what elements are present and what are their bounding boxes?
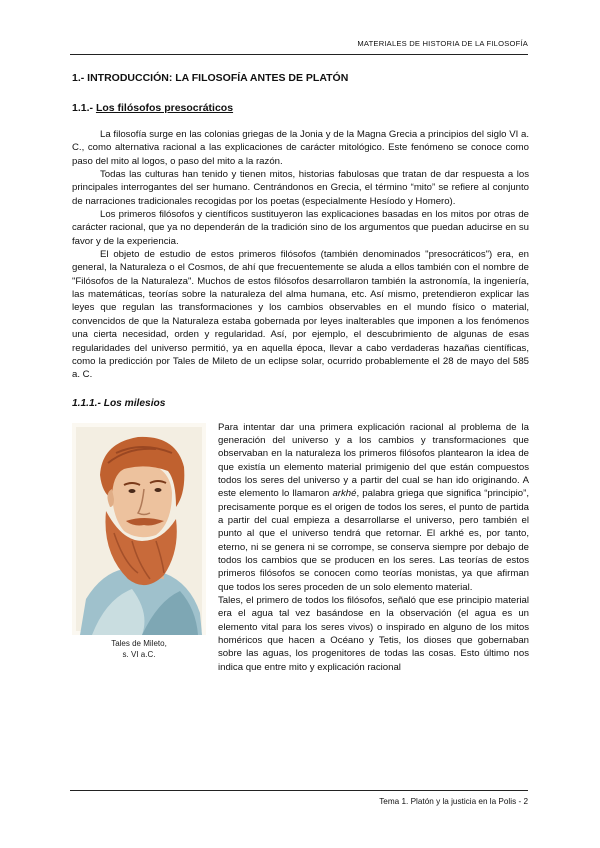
paragraph-milesios-2: Tales, el primero de todos los filósofos, señaló que ese principio material era el agua tal vez basándose en la observación (el agua es un elemento vital para los seres vivos) o inspirado en alguno de los mitos homéricos que hacen a Océano y Tetis, los dioses que gobernaban sobre las aguas, los progenitores de todas las cosas. Esto último nos indica que entre mito y explicación racional: [218, 595, 529, 673]
caption-line-1: Tales de Mileto,: [111, 638, 167, 648]
page-content: [72, 66, 529, 674]
milesios-text-2: , palabra griega que significa “principio”, precisamente porque es el origen de todos los seres, el punto de partida a partir del cual empieza a desarrollarse el universo, pero también el punto al que el universo tendrá que retornar. El arkhé es, por tanto, eterno, ni se genera ni se corrompe, se conserva siempre por debajo de todos los cambios que se producen en los seres. Las teorías de estos primeros filósofos se conocen como teorías monistas, ya que afirman que todos los seres proceden de un solo elemento material.: [218, 488, 529, 593]
thales-portrait-image: [72, 423, 206, 635]
header-rule: [70, 54, 528, 55]
paragraph: Los primeros filósofos y científicos sustituyeron las explicaciones basadas en los mitos por otras de carácter racional, que ya no dependerán de la tradición sino de los argumentos que puedan aducirse en su favor y de la experiencia.: [72, 209, 529, 247]
section-1-1-1-number: 1.1.1.-: [72, 397, 104, 409]
section-1-1-title: Los filósofos presocráticos: [95, 102, 234, 114]
milesios-text-1: Para intentar dar una primera explicación racional al problema de la generación del universo y a los cambios y transformaciones que observaban en la naturaleza los primeros filósofos plantearon la idea de que existía un elemento material primigenio del que están compuestos todos los seres del universo y a partir del cual se han ido originando. A este elemento lo llamaron: [218, 421, 529, 500]
figure-caption: [72, 638, 206, 660]
section-heading-1-1: [72, 102, 529, 114]
section-heading-1-1-1: [72, 398, 529, 409]
running-footer: Tema 1. Platón y la justicia en la Polis - 2: [379, 797, 528, 806]
caption-line-2: s. VI a.C.: [122, 649, 156, 659]
section-heading-1: 1.- INTRODUCCIÓN: LA FILOSOFÍA ANTES DE PLATÓN: [72, 72, 349, 84]
term-arkhe: arkhé: [332, 488, 357, 500]
footer-rule: [70, 790, 528, 791]
running-header: MATERIALES DE HISTORIA DE LA FILOSOFÍA: [357, 39, 528, 48]
paragraph: La filosofía surge en las colonias griegas de la Jonia y de la Magna Grecia a principios del siglo VI a. C., como alternativa racional a las explicaciones de carácter mitológico. Este fenómeno se conoce como paso del mito al logos, o paso del mito a la razón.: [72, 129, 529, 167]
section-1-1-1-title: Los milesios: [103, 397, 166, 409]
thales-figure: [72, 423, 206, 660]
section-1-1-number: 1.1.-: [72, 102, 96, 114]
paragraph: Todas las culturas han tenido y tienen mitos, historias fabulosas que tratan de dar respuesta a los principales interrogantes del ser humano. Centrándonos en Grecia, el término “mito” se refiere al conjunto de narraciones tradicionales recogidas por los poetas (especialmente Hesíodo y Homero).: [72, 169, 529, 207]
paragraph: El objeto de estudio de estos primeros filósofos (también denominados "presocráticos") era, en general, la Naturaleza o el Cosmos, de ahí que frecuentemente se aluda a ellos también con el nombre de "Filósofos de la Naturaleza". Muchos de estos filósofos desarrollaron también la astronomía, la ingeniería, las matemáticas, teorías sobre la naturaleza del alma humana, etc. Así mismo, pretendieron explicar las leyes que regulan las transformaciones y los cambios observables en el mundo físico o material, convencidos de que la Naturaleza estaba gobernada por leyes inalterables que imponen a los fenómenos una cierta necesidad, orden y regularidad. Así, por ejemplo, el descubrimiento de algunas de esas regularidades del universo permitió, ya en aquella época, llevar a cabo verdaderas hazañas científicas, como la predicción por Tales de Mileto de un eclipse solar, ocurrido probablemente el 28 de mayo del 585 a. C.: [72, 249, 529, 381]
